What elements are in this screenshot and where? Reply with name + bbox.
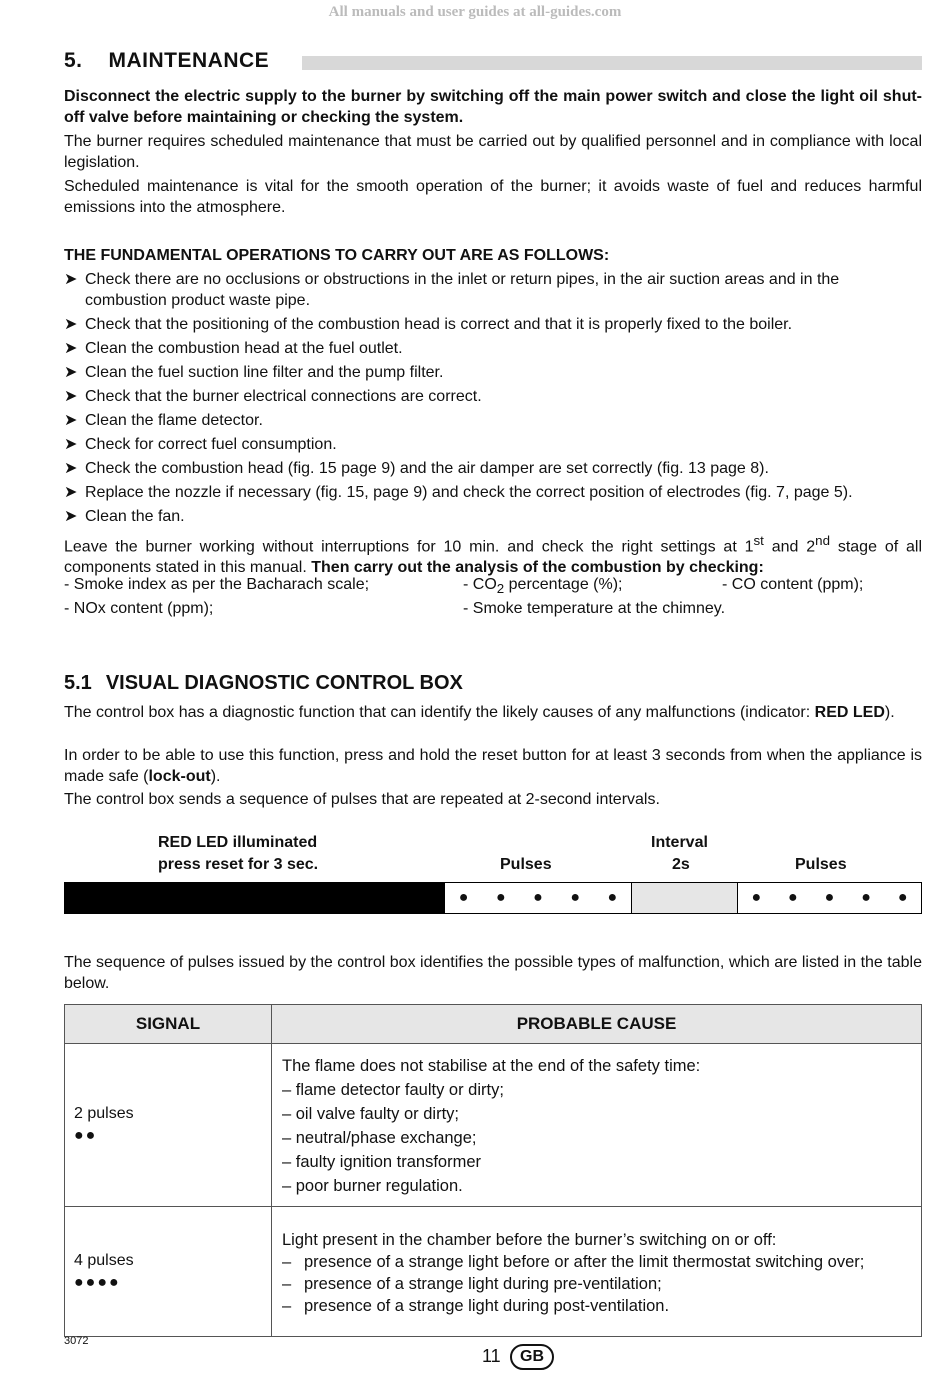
signal-cell (65, 1044, 272, 1207)
signal-cell (65, 1207, 272, 1337)
cause-item (282, 1273, 911, 1295)
cause-item: – faulty ignition transformer (282, 1153, 482, 1171)
language-badge: GB (510, 1344, 554, 1370)
diagnostic-paragraph-2 (64, 745, 922, 787)
list-item-text: Clean the fan. (85, 508, 185, 525)
red-led-label-2: press reset for 3 sec. (158, 856, 319, 873)
diag-p1-end: ). (884, 704, 895, 721)
interval-segment (631, 883, 738, 913)
cause-item-text: presence of a strange light before or after the limit thermostat switching over; (304, 1252, 865, 1271)
lockout-text: lock-out (148, 768, 211, 785)
cause-cell (272, 1207, 922, 1337)
cause-item: – oil valve faulty or dirty; (282, 1105, 459, 1123)
check-nox: - NOx content (ppm); (64, 600, 214, 617)
cause-item: – poor burner regulation. (282, 1177, 463, 1195)
list-item-text: Clean the flame detector. (85, 412, 263, 429)
list-item (64, 506, 922, 527)
list-item-text: Clean the fuel suction line filter and the pump filter. (85, 364, 444, 381)
list-item (64, 362, 922, 383)
list-item-text: Clean the combustion head at the fuel outlet. (85, 340, 403, 357)
document-code: 3072 (64, 1335, 89, 1347)
pulse-dot-icon: ● (861, 889, 871, 906)
section-title-bar (302, 56, 922, 70)
co2-text-b: percentage (%); (504, 576, 623, 593)
arrow-bullet-icon: ➤ (64, 412, 78, 429)
arrow-bullet-icon: ➤ (64, 388, 78, 405)
co2-text-a: - CO (463, 576, 497, 593)
page-number: 11 (482, 1346, 501, 1366)
cause-intro: The flame does not stabilise at the end of the safety time: (282, 1057, 701, 1075)
interval-label: Interval (651, 834, 708, 851)
arrow-bullet-icon: ➤ (64, 484, 78, 501)
header-signal: SIGNAL (65, 1005, 272, 1044)
list-item-text: Check for correct fuel consumption. (85, 436, 337, 453)
superscript-nd: nd (815, 533, 830, 548)
signal-cause-table (64, 1004, 922, 1337)
signal-label: 2 pulses (74, 1105, 134, 1122)
cause-item (282, 1295, 911, 1317)
pulse-dot-icon: ● (788, 889, 798, 906)
check-co: - CO content (ppm); (722, 576, 864, 593)
subsection-number: 5.1 (64, 672, 92, 694)
subsection-heading (64, 672, 463, 695)
interval-duration-label: 2s (672, 856, 690, 873)
pulse-dot-icon: ● (607, 889, 618, 906)
pulse-dot-icon: ● (897, 889, 908, 906)
red-led-illuminated-segment (65, 883, 445, 913)
check-co2 (463, 576, 622, 596)
list-item (64, 338, 922, 359)
arrow-bullet-icon: ➤ (64, 271, 78, 288)
leave-text-bold: Then carry out the analysis of the combustion by checking: (311, 559, 764, 577)
cause-item-text: presence of a strange light during pre-ventilation; (304, 1274, 662, 1293)
leave-text-c: stage of all components stated in this manual. (64, 538, 923, 577)
watermark: All manuals and user guides at all-guides.com (328, 4, 622, 20)
cause-cell (272, 1044, 922, 1207)
sequence-paragraph: The sequence of pulses issued by the control box identifies the possible types of malfunction, which are listed in the table below. (64, 954, 922, 992)
cause-item-text: presence of a strange light during post-ventilation. (304, 1296, 670, 1315)
pulse-dot-icon: ● (570, 889, 580, 906)
arrow-bullet-icon: ➤ (64, 508, 78, 525)
pulses-label-second: Pulses (795, 856, 847, 873)
pulse-sequence-diagram (64, 882, 922, 914)
list-item (64, 482, 922, 503)
list-item (64, 458, 922, 479)
signal-dots-icon: ●●●● (74, 1273, 121, 1291)
list-item-text: Replace the nozzle if necessary (fig. 15, page 9) and check the correct position of electrodes (fig. 7, page 5). (85, 484, 853, 501)
list-item (64, 434, 922, 455)
signal-label: 4 pulses (74, 1251, 134, 1269)
signal-dots-icon: ●● (74, 1127, 98, 1144)
arrow-bullet-icon: ➤ (64, 436, 78, 453)
safety-warning: Disconnect the electric supply to the burner by switching off the main power switch and close the light oil shut-off valve before maintaining or checking the system. (64, 88, 922, 126)
cause-intro: Light present in the chamber before the burner’s switching on or off: (282, 1230, 777, 1249)
leave-text-a: Leave the burner working without interruptions for 10 min. and check the right settings at 1 (64, 538, 754, 556)
arrow-bullet-icon: ➤ (64, 460, 78, 477)
table-header-row (65, 1005, 922, 1044)
list-item-text: Check there are no occlusions or obstructions in the inlet or return pipes, in the air suction areas and in the combustion product waste pipe. (85, 271, 840, 309)
arrow-bullet-icon: ➤ (64, 340, 78, 357)
list-item (64, 386, 922, 407)
subsection-title: VISUAL DIAGNOSTIC CONTROL BOX (105, 672, 463, 694)
dash-marker: – (282, 1296, 292, 1315)
red-led-label-1: RED LED illuminated (158, 834, 318, 851)
table-row (65, 1044, 922, 1207)
diag-p1-text: The control box has a diagnostic function that can identify the likely causes of any malfunctions (indicator: (64, 704, 815, 721)
pulse-dot-icon: ● (458, 889, 469, 906)
list-item-text: Check that the burner electrical connections are correct. (85, 388, 482, 405)
diagnostic-paragraph-3: The control box sends a sequence of pulses that are repeated at 2-second intervals. (64, 791, 660, 808)
section-heading (64, 49, 269, 73)
diagnostic-paragraph-1 (64, 702, 922, 723)
dash-marker: – (282, 1274, 292, 1293)
list-item (64, 314, 922, 335)
diag-p2-text: In order to be able to use this function, press and hold the reset button for at least 3 seconds from when the appliance is made safe ( (64, 747, 922, 785)
pulses-label-first: Pulses (500, 856, 552, 873)
check-smoke-index: - Smoke index as per the Bacharach scale; (64, 576, 370, 593)
pulse-group-second (738, 883, 921, 913)
cause-item: – flame detector faulty or dirty; (282, 1081, 504, 1099)
list-item-text: Check the combustion head (fig. 15 page 9) and the air damper are set correctly (fig. 13 page 8). (85, 460, 769, 477)
cause-item (282, 1251, 911, 1273)
cause-item: – neutral/phase exchange; (282, 1129, 477, 1147)
red-led-text: RED LED (814, 704, 885, 721)
operations-heading: THE FUNDAMENTAL OPERATIONS TO CARRY OUT ARE AS FOLLOWS: (64, 247, 610, 264)
section-number: 5. (64, 49, 83, 72)
header-probable-cause: PROBABLE CAUSE (272, 1005, 922, 1044)
superscript-st: st (753, 533, 764, 548)
diag-p2-end: ). (210, 768, 221, 785)
intro-paragraph-1: The burner requires scheduled maintenance that must be carried out by qualified personnel and in compliance with local legislation. (64, 133, 922, 171)
pulse-dot-icon: ● (533, 889, 543, 906)
co2-subscript: 2 (496, 581, 505, 597)
pulse-dot-icon: ● (824, 889, 835, 906)
intro-paragraph-2: Scheduled maintenance is vital for the smooth operation of the burner; it avoids waste of fuel and reduces harmful emissions into the atmosphere. (64, 178, 922, 216)
list-item (64, 269, 922, 311)
check-smoke-temperature: - Smoke temperature at the chimney. (463, 600, 726, 617)
table-row (65, 1207, 922, 1337)
arrow-bullet-icon: ➤ (64, 316, 78, 333)
leave-text-b: and 2 (763, 538, 816, 556)
pulse-dot-icon: ● (495, 889, 506, 906)
list-item-text: Check that the positioning of the combustion head is correct and that it is properly fixed to the boiler. (85, 316, 793, 333)
pulse-dot-icon: ● (751, 889, 762, 906)
list-item (64, 410, 922, 431)
pulse-group-first (445, 883, 631, 913)
dash-marker: – (282, 1252, 292, 1271)
arrow-bullet-icon: ➤ (64, 364, 78, 381)
leave-burner-paragraph (64, 530, 922, 578)
section-title: MAINTENANCE (108, 49, 270, 72)
